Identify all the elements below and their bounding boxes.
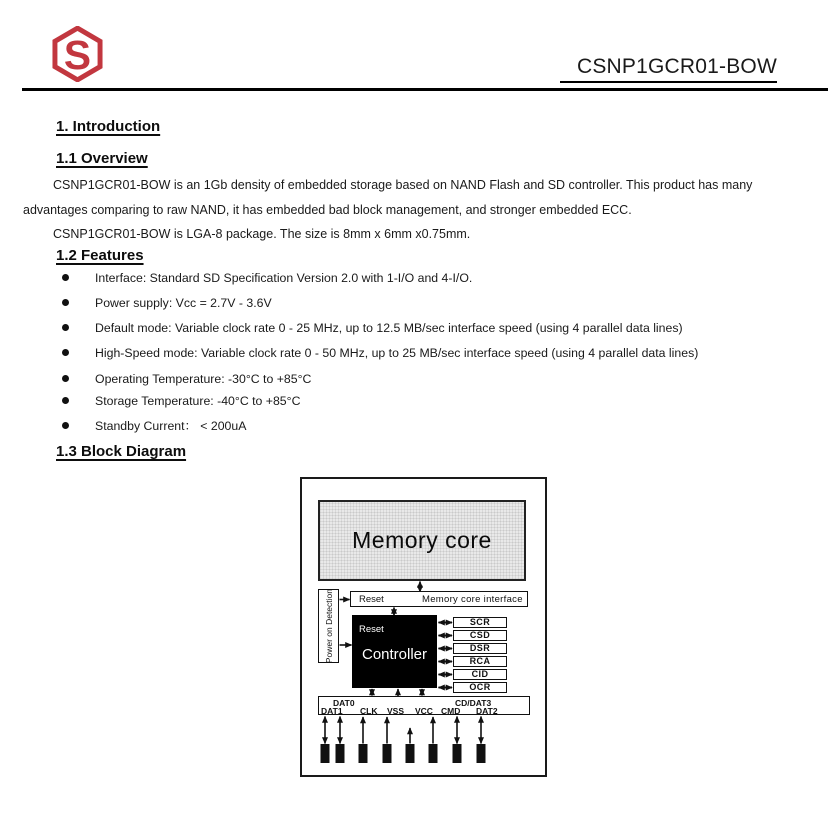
feature-text: Default mode: Variable clock rate 0 - 25 MHz, up to 12.5 MB/sec interface speed (using 4 parallel data lines): [95, 321, 683, 335]
list-item: [62, 416, 247, 433]
memory-core-label: Memory core: [352, 527, 492, 553]
pin-label-dat0: DAT0: [333, 698, 355, 708]
pin-label-cmd: CMD: [441, 706, 461, 716]
pad-clk: [359, 744, 368, 763]
feature-text: High-Speed mode: Variable clock rate 0 - 50 MHz, up to 25 MB/sec interface speed (using 4 parallel data lines): [95, 346, 699, 360]
list-item: [62, 271, 472, 285]
bullet-icon: [62, 274, 69, 281]
pin-label-dat2: DAT2: [476, 706, 498, 716]
feature-text: Operating Temperature: -30°C to +85°C: [95, 372, 312, 386]
pad-dat2: [477, 744, 486, 763]
svg-text:S: S: [63, 31, 92, 78]
register-scr: SCR: [453, 617, 507, 628]
bullet-icon: [62, 422, 69, 429]
heading-features: 1.2 Features: [56, 247, 144, 264]
pin-label-dat1: DAT1: [321, 706, 343, 716]
pin-label-vcc: VCC: [415, 706, 433, 716]
feature-text: Standby Current： < 200uA: [95, 419, 247, 433]
memory-core-box: [318, 500, 526, 581]
pin-interface-bar: [318, 696, 530, 715]
controller-reset-label: Reset: [359, 624, 384, 635]
controller-label: Controller: [361, 646, 428, 663]
overview-paragraph-line: CSNP1GCR01-BOW is an 1Gb density of embedded storage based on NAND Flash and SD controller. This product has many: [53, 178, 753, 192]
list-item: [62, 296, 272, 310]
heading-block-diagram: 1.3 Block Diagram: [56, 443, 187, 460]
resetbar-reset-label: Reset: [359, 594, 384, 605]
pad-cddat3: [453, 744, 462, 763]
controller-box: [352, 615, 437, 688]
list-item: [62, 346, 698, 360]
feature-text: Power supply: Vcc = 2.7V - 3.6V: [95, 296, 272, 310]
heading-overview: 1.1 Overview: [56, 150, 148, 167]
power-on-detection-box: [318, 589, 339, 663]
pad-vcc: [406, 744, 415, 763]
pad-dat0: [336, 744, 345, 763]
power-on-detection-label: Power on Detection: [323, 588, 334, 664]
list-item: [62, 394, 300, 408]
cs-hexagon-logo-icon: [50, 26, 105, 82]
memory-core-interface-bar: [350, 591, 528, 607]
memory-core-interface-label: Memory core interface: [422, 594, 523, 605]
feature-text: Storage Temperature: -40°C to +85°C: [95, 394, 301, 408]
pin-label-clk: CLK: [360, 706, 378, 716]
bullet-icon: [62, 299, 69, 306]
header-rule: [22, 88, 828, 91]
bullet-icon: [62, 375, 69, 382]
pin-label-cddat3: CD/DAT3: [455, 698, 492, 708]
bullet-icon: [62, 324, 69, 331]
overview-paragraph-line: advantages comparing to raw NAND, it has embedded bad block management, and stronger embedded ECC.: [23, 203, 632, 217]
list-item: [62, 372, 311, 386]
pad-cmd: [429, 744, 438, 763]
overview-paragraph2: CSNP1GCR01-BOW is LGA-8 package. The size is 8mm x 6mm x0.75mm.: [53, 227, 471, 241]
bullet-icon: [62, 349, 69, 356]
pin-label-vss: VSS: [387, 706, 405, 716]
pad-dat1: [321, 744, 330, 763]
list-item: [62, 321, 683, 335]
document-title: CSNP1GCR01-BOW: [560, 54, 777, 83]
register-dsr: DSR: [453, 643, 507, 654]
bullet-icon: [62, 397, 69, 404]
register-csd: CSD: [453, 630, 507, 641]
feature-text: Interface: Standard SD Specification Version 2.0 with 1-I/O and 4-I/O.: [95, 271, 473, 285]
block-diagram: [300, 477, 547, 777]
register-rca: RCA: [453, 656, 507, 667]
heading-introduction: 1. Introduction: [56, 118, 161, 135]
register-cid: CID: [453, 669, 507, 680]
register-ocr: OCR: [453, 682, 507, 693]
pad-vss: [383, 744, 392, 763]
